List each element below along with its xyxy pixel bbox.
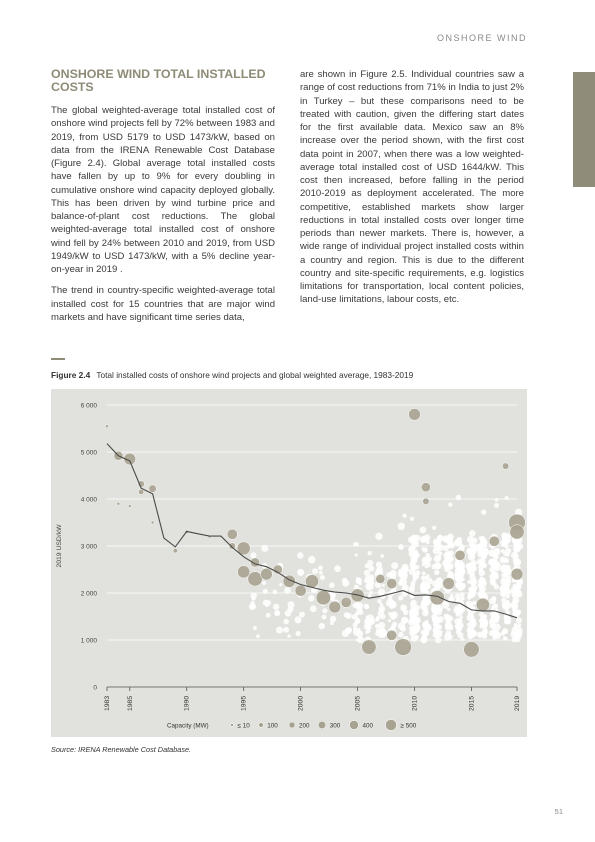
project-point bbox=[471, 537, 477, 543]
project-point bbox=[482, 634, 487, 639]
project-point bbox=[450, 594, 453, 597]
project-point bbox=[421, 634, 426, 639]
project-point bbox=[467, 548, 474, 555]
project-point bbox=[513, 625, 518, 630]
project-point bbox=[400, 604, 407, 611]
project-point bbox=[415, 553, 420, 558]
project-bubble bbox=[316, 590, 331, 605]
figure-accent-line bbox=[51, 358, 65, 360]
paragraph-2-part-b: are shown in Figure 2.5. Individual countries saw a range of cost reductions from 71% in India to just 2% in Turkey – but these comparisons need to be treated with caution, given the differing start dates for the first available data. Mexico saw an 8% increase over the period shown, with the first cost data point in 2007, when there was a low weighted-average total installed cost of USD 1644/kW. This cost then increased, before falling in the period 2010-2019 as deployment accelerated. The more competitive, established markets show larger reductions in total installed costs over longer time periods than newer markets. There is, however, a wide range of individual project installed costs within a country and region. This is due to the different country and site-specific requirements, e.g. logistics limitations for transportation, local content policies, land-use limitations, labour costs, etc. bbox=[300, 69, 524, 306]
project-point bbox=[408, 536, 415, 543]
project-bubble bbox=[173, 548, 178, 553]
project-point bbox=[416, 542, 419, 545]
project-point bbox=[437, 632, 440, 635]
project-point bbox=[483, 630, 488, 635]
project-point bbox=[279, 583, 282, 586]
project-point bbox=[355, 553, 358, 556]
project-point bbox=[503, 582, 507, 586]
project-bubble bbox=[117, 502, 120, 505]
project-point bbox=[482, 549, 489, 556]
project-point bbox=[436, 544, 443, 551]
project-point bbox=[515, 632, 522, 639]
project-point bbox=[352, 622, 357, 627]
project-point bbox=[355, 604, 358, 607]
project-point bbox=[276, 627, 283, 634]
right-column bbox=[300, 68, 524, 315]
project-point bbox=[448, 503, 452, 507]
legend-marker bbox=[259, 723, 264, 728]
project-point bbox=[389, 572, 393, 576]
project-point bbox=[478, 633, 482, 637]
project-point bbox=[505, 496, 509, 500]
project-point bbox=[401, 564, 408, 571]
project-point bbox=[273, 590, 278, 595]
project-bubble bbox=[511, 568, 523, 580]
project-point bbox=[517, 589, 520, 592]
project-point bbox=[461, 637, 465, 641]
section-title: ONSHORE WIND TOTAL INSTALLED COSTS bbox=[51, 67, 266, 94]
project-bubble bbox=[395, 639, 412, 656]
project-point bbox=[481, 536, 485, 540]
project-point bbox=[437, 555, 442, 560]
project-point bbox=[454, 618, 461, 625]
project-point bbox=[276, 611, 280, 615]
project-point bbox=[266, 600, 271, 605]
project-point bbox=[431, 614, 437, 620]
project-point bbox=[284, 587, 291, 594]
project-bubble bbox=[464, 642, 480, 658]
legend-label: 300 bbox=[329, 722, 341, 730]
project-point bbox=[401, 617, 408, 624]
project-point bbox=[297, 552, 303, 558]
project-point bbox=[422, 571, 426, 575]
project-bubble bbox=[151, 521, 154, 524]
project-point bbox=[283, 619, 289, 625]
project-point bbox=[456, 495, 461, 500]
project-point bbox=[513, 557, 519, 563]
project-point bbox=[398, 523, 406, 531]
project-point bbox=[261, 545, 268, 552]
x-tick-label: 2000 bbox=[297, 695, 305, 711]
project-bubble bbox=[261, 568, 273, 580]
project-point bbox=[489, 574, 494, 579]
legend-marker bbox=[318, 721, 326, 729]
project-point bbox=[299, 612, 305, 618]
figure-label: Figure 2.4 bbox=[51, 370, 91, 380]
chart-svg bbox=[51, 389, 527, 737]
project-point bbox=[503, 565, 507, 569]
y-axis-label: 2019 USD/kW bbox=[56, 524, 63, 568]
x-tick-label: 1985 bbox=[126, 695, 134, 711]
side-tab bbox=[573, 72, 595, 187]
project-point bbox=[380, 614, 386, 620]
project-point bbox=[398, 595, 403, 600]
project-point bbox=[506, 619, 511, 624]
project-point bbox=[364, 604, 369, 609]
project-point bbox=[444, 614, 450, 620]
project-point bbox=[414, 572, 418, 576]
project-point bbox=[398, 544, 404, 550]
project-point bbox=[445, 551, 450, 556]
project-bubble bbox=[237, 566, 249, 578]
project-point bbox=[297, 569, 304, 576]
project-point bbox=[331, 593, 336, 598]
project-point bbox=[456, 630, 461, 635]
project-point bbox=[477, 543, 484, 550]
project-point bbox=[368, 551, 372, 555]
project-point bbox=[513, 545, 520, 552]
project-point bbox=[250, 552, 256, 558]
project-point bbox=[426, 591, 429, 594]
project-point bbox=[506, 538, 510, 542]
project-point bbox=[479, 585, 486, 592]
y-tick-label: 6 000 bbox=[80, 402, 97, 410]
project-point bbox=[500, 557, 507, 564]
project-point bbox=[311, 588, 315, 592]
project-point bbox=[426, 623, 429, 626]
project-point bbox=[414, 535, 420, 541]
project-point bbox=[422, 558, 429, 565]
project-bubble bbox=[149, 485, 157, 493]
project-point bbox=[479, 570, 485, 576]
project-point bbox=[434, 623, 440, 629]
project-point bbox=[491, 552, 496, 557]
project-point bbox=[461, 546, 465, 550]
project-point bbox=[501, 573, 506, 578]
project-point bbox=[458, 567, 465, 574]
project-point bbox=[494, 604, 497, 607]
project-point bbox=[510, 601, 518, 609]
project-point bbox=[312, 568, 318, 574]
project-point bbox=[364, 578, 369, 583]
project-point bbox=[482, 564, 487, 569]
project-point bbox=[273, 604, 279, 610]
project-point bbox=[322, 615, 327, 620]
project-point bbox=[483, 615, 487, 619]
y-tick-label: 2 000 bbox=[80, 590, 97, 598]
project-bubble bbox=[421, 483, 430, 492]
x-tick-label: 1995 bbox=[240, 695, 248, 711]
project-bubble bbox=[376, 574, 385, 583]
project-point bbox=[334, 565, 341, 572]
project-point bbox=[342, 630, 349, 637]
project-point bbox=[322, 608, 327, 613]
project-point bbox=[262, 581, 266, 585]
project-point bbox=[252, 597, 256, 601]
x-tick-label: 2010 bbox=[411, 695, 419, 711]
project-point bbox=[253, 626, 257, 630]
project-bubble bbox=[229, 543, 236, 550]
project-point bbox=[318, 623, 324, 629]
project-bubble bbox=[510, 525, 525, 540]
project-point bbox=[365, 619, 369, 623]
project-point bbox=[478, 582, 481, 585]
project-bubble bbox=[139, 489, 144, 494]
project-point bbox=[504, 637, 508, 641]
project-bubble bbox=[295, 585, 306, 596]
project-point bbox=[432, 526, 436, 530]
left-column bbox=[51, 68, 275, 332]
project-point bbox=[357, 636, 364, 643]
y-tick-label: 1 000 bbox=[80, 637, 97, 645]
x-tick-label: 1983 bbox=[104, 695, 111, 711]
project-point bbox=[380, 554, 384, 558]
project-point bbox=[467, 568, 472, 573]
project-point bbox=[344, 612, 350, 618]
project-point bbox=[388, 619, 391, 622]
legend-label: ≥ 500 bbox=[400, 722, 417, 730]
project-point bbox=[456, 583, 462, 589]
project-point bbox=[491, 630, 495, 634]
project-point bbox=[434, 563, 438, 567]
project-point bbox=[460, 574, 463, 577]
project-bubble bbox=[423, 498, 430, 505]
project-point bbox=[379, 606, 386, 613]
project-bubble bbox=[227, 529, 237, 539]
legend-marker bbox=[289, 722, 295, 728]
project-point bbox=[414, 630, 418, 634]
project-point bbox=[471, 594, 474, 597]
project-point bbox=[420, 527, 427, 534]
project-point bbox=[454, 560, 461, 567]
project-point bbox=[356, 630, 363, 637]
project-point bbox=[330, 616, 336, 622]
project-point bbox=[296, 631, 301, 636]
y-tick-label: 3 000 bbox=[80, 543, 97, 551]
project-point bbox=[422, 597, 426, 601]
legend-marker bbox=[231, 724, 234, 727]
project-point bbox=[287, 634, 290, 637]
project-point bbox=[356, 578, 363, 585]
project-point bbox=[421, 630, 426, 635]
project-point bbox=[445, 623, 450, 628]
project-point bbox=[468, 588, 472, 592]
figure-caption-text: Total installed costs of onshore wind projects and global weighted average, 1983-2019 bbox=[96, 370, 414, 380]
project-point bbox=[353, 542, 357, 546]
project-point bbox=[422, 588, 426, 592]
x-tick-label: 2015 bbox=[468, 695, 476, 711]
project-point bbox=[283, 627, 289, 633]
project-point bbox=[459, 616, 462, 619]
project-point bbox=[319, 571, 323, 575]
project-point bbox=[503, 552, 508, 557]
project-point bbox=[251, 604, 256, 609]
project-point bbox=[447, 608, 450, 611]
project-point bbox=[409, 626, 415, 632]
project-point bbox=[467, 626, 475, 634]
project-point bbox=[423, 548, 427, 552]
project-bubble bbox=[387, 630, 397, 640]
project-point bbox=[382, 584, 385, 587]
project-point bbox=[445, 563, 450, 568]
project-point bbox=[467, 580, 471, 584]
project-point bbox=[409, 586, 415, 592]
project-point bbox=[310, 605, 317, 612]
project-bubble bbox=[248, 572, 263, 587]
project-point bbox=[471, 619, 476, 624]
project-point bbox=[398, 632, 403, 637]
project-point bbox=[379, 629, 384, 634]
page-number: 51 bbox=[554, 807, 563, 816]
y-tick-label: 5 000 bbox=[80, 449, 97, 457]
project-point bbox=[450, 543, 454, 547]
legend-title: Capacity (MW) bbox=[167, 722, 209, 730]
project-point bbox=[502, 589, 507, 594]
project-point bbox=[415, 625, 421, 631]
paragraph-1: The global weighted-average total installed cost of onshore wind projects fell by 72% between 1983 and 2019, from USD 5179 to USD 1473/kW, based on data from the IRENA Renewable Cost Database (Figure 2.4). Global average total installed costs have fallen by up to 9% for every doubling in cumulative onshore wind capacity deployed globally. This has been driven by wind turbine price and balance-of-plant cost reductions. The global weighted-average total installed cost of onshore wind fell by 24% between 2010 and 2019, from USD 1949/kW to USD 1473/kW, with a 5% decline year-on-year in 2019 . bbox=[51, 105, 275, 275]
legend-label: 100 bbox=[267, 722, 278, 730]
project-point bbox=[413, 618, 418, 623]
project-point bbox=[468, 602, 473, 607]
project-point bbox=[377, 599, 381, 603]
project-point bbox=[512, 609, 516, 613]
y-tick-label: 0 bbox=[93, 684, 97, 692]
project-point bbox=[298, 619, 301, 622]
project-point bbox=[318, 565, 323, 570]
project-point bbox=[364, 570, 370, 576]
project-point bbox=[320, 575, 325, 580]
project-point bbox=[376, 568, 381, 573]
project-point bbox=[308, 556, 316, 564]
figure-source: Source: IRENA Renewable Cost Database. bbox=[51, 745, 192, 754]
project-point bbox=[365, 584, 370, 589]
project-point bbox=[375, 533, 382, 540]
project-point bbox=[454, 607, 461, 614]
project-bubble bbox=[341, 597, 351, 607]
project-bubble bbox=[476, 598, 489, 611]
project-bubble bbox=[409, 408, 421, 420]
project-point bbox=[376, 616, 381, 621]
figure-caption bbox=[51, 370, 413, 380]
project-point bbox=[433, 541, 436, 544]
x-tick-label: 2019 bbox=[514, 695, 521, 711]
project-point bbox=[365, 564, 370, 569]
project-point bbox=[447, 533, 454, 540]
chart-panel bbox=[51, 389, 527, 737]
project-point bbox=[481, 510, 486, 515]
legend-label: 200 bbox=[299, 722, 310, 730]
project-point bbox=[403, 514, 407, 518]
project-bubble bbox=[105, 425, 108, 428]
project-point bbox=[375, 624, 380, 629]
project-point bbox=[355, 611, 359, 615]
project-point bbox=[432, 609, 437, 614]
project-point bbox=[517, 584, 522, 589]
project-bubble bbox=[362, 640, 377, 655]
project-point bbox=[495, 498, 499, 502]
project-point bbox=[398, 571, 405, 578]
project-point bbox=[470, 560, 477, 567]
y-tick-label: 4 000 bbox=[80, 496, 97, 504]
project-point bbox=[424, 576, 428, 580]
legend-label: 400 bbox=[362, 722, 374, 730]
project-point bbox=[432, 580, 438, 586]
project-point bbox=[285, 610, 292, 617]
project-point bbox=[469, 530, 476, 537]
project-point bbox=[391, 611, 398, 618]
project-point bbox=[494, 503, 499, 508]
x-tick-label: 1990 bbox=[183, 695, 191, 711]
project-point bbox=[308, 595, 315, 602]
project-point bbox=[494, 584, 499, 589]
project-point bbox=[506, 600, 510, 604]
project-point bbox=[368, 594, 372, 598]
project-bubble bbox=[455, 550, 465, 560]
project-point bbox=[393, 624, 397, 628]
project-bubble bbox=[387, 578, 397, 588]
project-point bbox=[415, 635, 418, 638]
project-bubble bbox=[430, 590, 445, 605]
paragraph-2-part-a: The trend in country-specific weighted-average total installed cost for 15 countries that are major wind markets and have significant time series data, bbox=[51, 285, 275, 323]
project-bubble bbox=[329, 601, 341, 613]
project-bubble bbox=[502, 463, 509, 470]
project-point bbox=[455, 594, 460, 599]
project-point bbox=[434, 570, 439, 575]
project-point bbox=[511, 591, 518, 598]
project-point bbox=[502, 628, 508, 634]
project-point bbox=[342, 580, 349, 587]
project-point bbox=[457, 537, 462, 542]
project-point bbox=[388, 597, 393, 602]
project-point bbox=[411, 565, 414, 568]
project-point bbox=[266, 613, 271, 618]
x-tick-label: 2005 bbox=[354, 695, 362, 711]
project-point bbox=[444, 633, 451, 640]
project-point bbox=[369, 591, 373, 595]
project-point bbox=[391, 562, 398, 569]
legend-label: ≤ 10 bbox=[237, 722, 250, 730]
project-point bbox=[367, 625, 372, 630]
project-bubble bbox=[443, 578, 455, 590]
project-point bbox=[425, 538, 428, 541]
project-point bbox=[400, 627, 403, 630]
project-point bbox=[493, 562, 500, 569]
project-point bbox=[516, 617, 522, 623]
project-point bbox=[410, 517, 414, 521]
legend-marker bbox=[386, 720, 397, 731]
project-point bbox=[329, 582, 335, 588]
project-point bbox=[492, 596, 497, 601]
project-point bbox=[413, 605, 420, 612]
legend-marker bbox=[350, 721, 359, 730]
project-bubble bbox=[489, 536, 499, 546]
project-point bbox=[365, 630, 369, 634]
project-point bbox=[412, 578, 416, 582]
header-section-label: ONSHORE WIND bbox=[437, 33, 527, 43]
project-point bbox=[256, 634, 260, 638]
project-point bbox=[459, 592, 464, 597]
project-point bbox=[422, 606, 428, 612]
project-bubble bbox=[128, 504, 131, 507]
project-point bbox=[263, 589, 268, 594]
